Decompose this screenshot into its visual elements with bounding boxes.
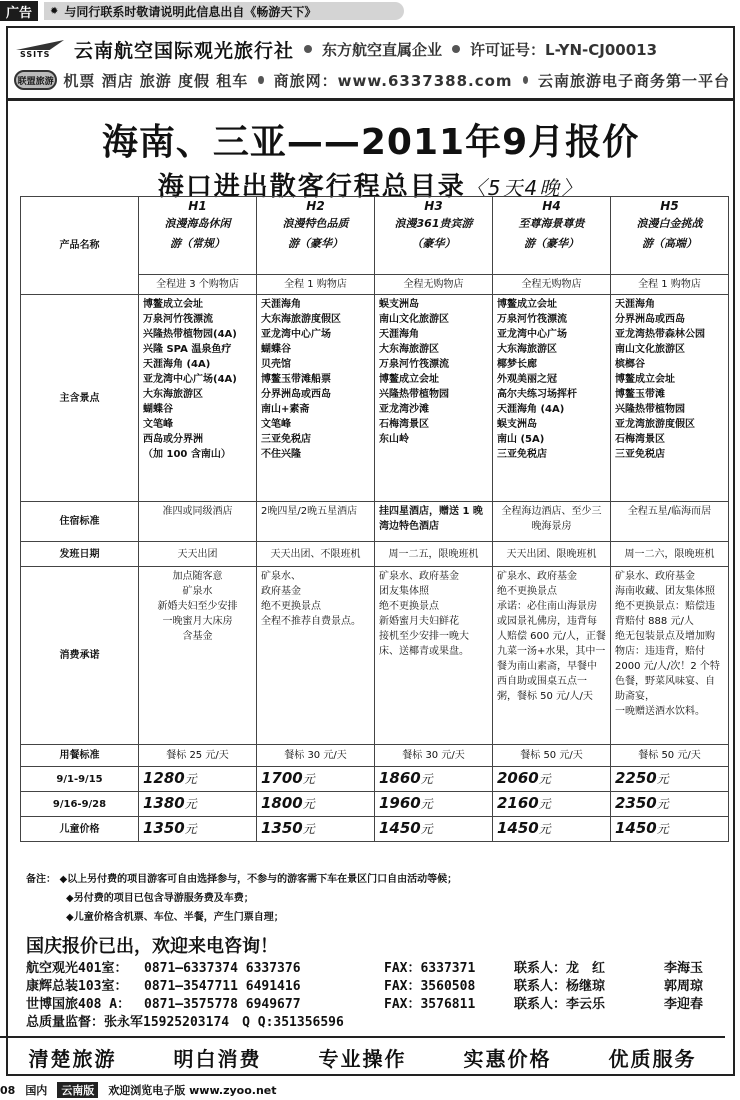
section-name: 国内: [25, 1084, 48, 1097]
product-code: H3: [424, 199, 443, 213]
hotel-cell: 挂四星酒店，赠送 1 晚湾边特色酒店: [375, 502, 493, 542]
price-value: 1450: [379, 818, 421, 837]
list-item: 绝无包装景点及增加购物店：违违背，赔付 2000 元/人/次！2 个特色餐，野菜风味宴、自助斋宴，: [615, 631, 720, 702]
consumption-cell: [257, 567, 375, 745]
hotel-cell: 全程五星/临海而居: [611, 502, 729, 542]
note-line: ◆另付费的项目已包含导游服务费及车费；: [66, 893, 254, 904]
list-item: 绝不更换景点：赔偿违背赔付 888 元/人: [615, 601, 715, 627]
price-cell: [375, 792, 493, 817]
sub-title-text: 海口进出散客行程总目录: [157, 172, 466, 202]
list-item: 亚龙湾中心广场(4A): [143, 374, 237, 385]
departure-cell: 周一二六，限晚班机: [611, 542, 729, 567]
list-item: 天涯海角 (4A): [497, 404, 565, 415]
consumption-list: [261, 569, 370, 629]
price-cell: [375, 767, 493, 792]
meal-cell: 餐标 30 元/天: [375, 745, 493, 767]
list-item: 大东海旅游区: [143, 389, 203, 400]
slogan-item: 实惠价格: [463, 1046, 552, 1071]
list-item: 万泉河竹筏漂流: [143, 314, 213, 325]
price-value: 2250: [615, 768, 657, 787]
departure-cell: 天天出团、不限班机: [257, 542, 375, 567]
contact-row: [26, 960, 726, 978]
list-item: 博鳌成立会址: [143, 299, 203, 310]
list-item: 一晚赠送酒水饮料。: [615, 706, 705, 717]
list-item: 博鳌玉带滩: [615, 389, 665, 400]
list-item: 全程不推荐自费景点。: [261, 616, 361, 627]
consumption-list: [497, 569, 606, 704]
price-unit: 元: [656, 796, 669, 811]
product-name: 浪漫361贵宾游: [394, 217, 473, 230]
list-item: 分界洲岛或西岛: [615, 314, 685, 325]
contact-person-2: 郭周琼: [664, 979, 704, 994]
contact-person: 联系人：龙 红: [514, 961, 606, 976]
price-cell: [611, 817, 729, 842]
sights-cell: [611, 295, 729, 502]
list-item: 加点随客意: [172, 571, 223, 582]
list-item: 政府基金: [261, 586, 301, 597]
list-item: 西岛或分界洲: [143, 434, 203, 445]
meal-cell: 餐标 50 元/天: [493, 745, 611, 767]
price-cell: [139, 792, 257, 817]
list-item: 亚龙湾中心广场: [497, 329, 567, 340]
price-unit: 元: [656, 821, 669, 836]
list-item: 三亚免税店: [615, 449, 665, 460]
contact-row: [26, 996, 726, 1014]
price-unit: 元: [184, 796, 197, 811]
list-item: 南山+素斋: [261, 404, 310, 415]
consumption-cell: [493, 567, 611, 745]
shopping-cell: 全程无购物店: [375, 275, 493, 295]
label-consumption: 消费承诺: [21, 567, 139, 745]
label-sights: 主含景点: [21, 295, 139, 502]
list-item: 大东海旅游区: [379, 344, 439, 355]
list-item: 三亚免税店: [497, 449, 547, 460]
list-item: 一晚蜜月大床房: [162, 616, 233, 627]
product-cell: [611, 197, 729, 275]
list-item: 蜈支洲岛: [379, 299, 419, 310]
label-price1: 9/1-9/15: [21, 767, 139, 792]
bullet-icon: [258, 76, 263, 84]
bullet-icon: [523, 76, 528, 84]
list-item: 含基金: [182, 631, 213, 642]
price-cell: [139, 767, 257, 792]
label-child: 儿童价格: [21, 817, 139, 842]
table-row-meal: [21, 745, 729, 767]
list-item: 槟榔谷: [615, 359, 645, 370]
partner-logo: 联盟旅游: [14, 70, 57, 90]
list-item: 兴隆 SPA 温泉鱼疗: [143, 344, 232, 355]
consumption-list: [143, 569, 252, 644]
product-name: 至尊海景尊贵: [518, 217, 585, 230]
list-item: 矿泉水、政府基金: [379, 571, 459, 582]
itinerary-table: [20, 196, 729, 842]
product-code: H2: [306, 199, 325, 213]
sights-cell: [257, 295, 375, 502]
price-value: 1350: [143, 818, 185, 837]
list-item: （加 100 含南山）: [143, 449, 231, 460]
list-item: 文笔峰: [143, 419, 173, 430]
table-row-price2: [21, 792, 729, 817]
product-name: 浪漫特色品质: [282, 217, 349, 230]
product-grade: 游（高端）: [642, 237, 697, 250]
price-value: 1380: [143, 793, 185, 812]
slogan-item: 明白消费: [173, 1046, 262, 1071]
list-item: 矿泉水、: [261, 571, 301, 582]
list-item: 不住兴隆: [261, 449, 301, 460]
price-unit: 元: [420, 796, 433, 811]
list-item: 新婚蜜月夫妇鲜花: [379, 616, 459, 627]
product-cell: [257, 197, 375, 275]
price-cell: [375, 817, 493, 842]
table-row-product: [21, 197, 729, 275]
sights-cell: [493, 295, 611, 502]
phone-numbers[interactable]: 0871—3547711 6491416: [144, 979, 301, 994]
contact-row: [26, 978, 726, 996]
price-unit: 元: [420, 771, 433, 786]
list-item: 亚龙湾热带森林公园: [615, 329, 705, 340]
note-line: ◆儿童价格含机票、车位、半餐，产生门票自理；: [66, 912, 284, 923]
office-name: 世博国旅408 A：: [26, 997, 131, 1012]
main-title: 海南、三亚——2011年9月报价: [101, 122, 640, 163]
meal-cell: 餐标 25 元/天: [139, 745, 257, 767]
price-value: 1450: [615, 818, 657, 837]
list-item: 椰梦长廊: [497, 359, 537, 370]
phone-numbers[interactable]: 0871—6337374 6337376: [144, 961, 301, 976]
price-value: 1700: [261, 768, 303, 787]
label-departure: 发班日期: [21, 542, 139, 567]
meal-cell: 餐标 50 元/天: [611, 745, 729, 767]
list-item: 南山文化旅游区: [379, 314, 449, 325]
list-item: 石梅湾景区: [615, 434, 665, 445]
phone-numbers[interactable]: 0871—3575778 6949677: [144, 997, 301, 1012]
supervisor-line: 总质量监督：张永军15925203174 Q Q:351356596: [26, 1015, 344, 1030]
label-price2: 9/16-9/28: [21, 792, 139, 817]
shopping-cell: 全程 1 购物店: [611, 275, 729, 295]
list-item: 南山 (5A): [497, 434, 545, 445]
departure-cell: 周一二五，限晚班机: [375, 542, 493, 567]
price-value: 2060: [497, 768, 539, 787]
product-name: 浪漫白金挑战: [636, 217, 703, 230]
list-item: 三亚免税店: [261, 434, 311, 445]
list-item: 接机至少安排一晚大床、送椰青或果盘。: [379, 631, 469, 657]
price-cell: [493, 817, 611, 842]
services-header: [14, 66, 730, 94]
slogan-item: 专业操作: [318, 1046, 407, 1071]
sights-list: [143, 297, 252, 462]
table-row-hotel: [21, 502, 729, 542]
list-item: 分界洲岛或西岛: [261, 389, 331, 400]
price-value: 2350: [615, 793, 657, 812]
product-cell: [375, 197, 493, 275]
table-row-sights: [21, 295, 729, 502]
product-name: 浪漫海岛休闲: [164, 217, 231, 230]
price-unit: 元: [302, 771, 315, 786]
product-code: H1: [188, 199, 207, 213]
price-cell: [257, 792, 375, 817]
list-item: 大东海旅游区: [497, 344, 557, 355]
services-list: 机票 酒店 旅游 度假 租车: [63, 71, 249, 90]
sights-cell: [139, 295, 257, 502]
departure-cell: 天天出团、限晚班机: [493, 542, 611, 567]
fax-number: FAX：3576811: [384, 997, 476, 1012]
list-item: 万泉河竹筏漂流: [379, 359, 449, 370]
star-icon: ✹: [50, 5, 59, 17]
consumption-list: [379, 569, 488, 659]
hotel-cell: 2晚四星/2晚五星酒店: [257, 502, 375, 542]
fax-number: FAX：3560508: [384, 979, 476, 994]
hotel-cell: 准四或同级酒店: [139, 502, 257, 542]
price-unit: 元: [656, 771, 669, 786]
list-item: 团友集体照: [379, 586, 429, 597]
footer-link[interactable]: 欢迎浏览电子版 www.zyoo.net: [108, 1084, 277, 1097]
edition-badge: 云南版: [57, 1082, 98, 1098]
list-item: 亚龙湾旅游度假区: [615, 419, 695, 430]
shopping-cell: 全程 1 购物店: [257, 275, 375, 295]
contact-list: [26, 960, 726, 1032]
product-code: H5: [660, 199, 679, 213]
table-row-departure: [21, 542, 729, 567]
wing-icon: [16, 40, 64, 50]
list-item: 亚龙湾中心广场: [261, 329, 331, 340]
sub-title-note: 〈5天4晚〉: [465, 176, 584, 200]
label-meal: 用餐标准: [21, 745, 139, 767]
company-name: 云南航空国际观光旅行社: [74, 39, 295, 62]
price-cell: [493, 792, 611, 817]
page-footer: [0, 1080, 740, 1100]
source-notice: [44, 2, 404, 20]
logo-text: SSITS: [20, 50, 51, 59]
shopping-cell: 全程进 3 个购物店: [139, 275, 257, 295]
company-header: [14, 36, 730, 62]
list-item: 大东海旅游度假区: [261, 314, 341, 325]
list-item: 蜈支洲岛: [497, 419, 537, 430]
note-item: ◆以上另付费的项目游客可自由选择参与，不参与的游客需下车在景区门口自由活动等候；: [59, 874, 458, 885]
consumption-list: [615, 569, 724, 719]
contact-person-2: 李海玉: [664, 961, 704, 976]
ad-label: 广告: [0, 1, 38, 21]
list-item: 博鳌成立会址: [379, 374, 439, 385]
list-item: 东山岭: [379, 434, 409, 445]
price-value: 1860: [379, 768, 421, 787]
top-bar: [0, 0, 740, 22]
list-item: 博鳌成立会址: [497, 299, 557, 310]
list-item: 亚龙湾沙滩: [379, 404, 429, 415]
meal-cell: 餐标 30 元/天: [257, 745, 375, 767]
price-cell: [139, 817, 257, 842]
list-item: 绝不更换景点: [261, 601, 321, 612]
list-item: 承诺：必住南山海景房或园景礼佛房，违背每人赔偿 600 元/人，正餐九菜一汤+水果，其中一餐为南山素斋，早餐中西自助或围桌五点一粥，餐标 50 元/人/天: [497, 601, 606, 702]
list-item: 文笔峰: [261, 419, 291, 430]
license-number: 许可证号：L-YN-CJ00013: [470, 40, 658, 59]
list-item: 兴隆热带植物园: [615, 404, 685, 415]
price-cell: [493, 767, 611, 792]
price-unit: 元: [538, 771, 551, 786]
price-unit: 元: [184, 821, 197, 836]
list-item: 南山文化旅游区: [615, 344, 685, 355]
fax-number: FAX：6337371: [384, 961, 476, 976]
sights-list: [497, 297, 606, 462]
list-item: 石梅湾景区: [379, 419, 429, 430]
list-item: 绝不更换景点: [379, 601, 439, 612]
product-grade: 游（豪华）: [524, 237, 579, 250]
consumption-cell: [139, 567, 257, 745]
list-item: 蝴蝶谷: [261, 344, 291, 355]
sights-cell: [375, 295, 493, 502]
table-row-consumption: [21, 567, 729, 745]
list-item: 博鳌玉带滩船票: [261, 374, 331, 385]
contact-person: 联系人：李云乐: [514, 997, 606, 1012]
price-unit: 元: [420, 821, 433, 836]
list-item: 海南收藏、团友集体照: [615, 586, 715, 597]
price-value: 1280: [143, 768, 185, 787]
label-product: 产品名称: [21, 197, 139, 295]
page-number: 08: [0, 1083, 16, 1097]
list-item: 高尔夫练习场挥杆: [497, 389, 577, 400]
sights-list: [261, 297, 370, 462]
list-item: 新婚夫妇至少安排: [157, 601, 238, 612]
tagline: 云南旅游电子商务第一平台: [537, 71, 730, 90]
list-item: 兴隆热带植物园(4A): [143, 329, 237, 340]
product-cell: [493, 197, 611, 275]
hotel-cell: 全程海边酒店、至少三晚海景房: [493, 502, 611, 542]
consumption-cell: [611, 567, 729, 745]
product-grade: 游（常规）: [170, 237, 225, 250]
price-cell: [257, 817, 375, 842]
shopping-cell: 全程无购物店: [493, 275, 611, 295]
note-line: [26, 870, 716, 889]
price-cell: [611, 792, 729, 817]
price-value: 1800: [261, 793, 303, 812]
list-item: 万泉河竹筏漂流: [497, 314, 567, 325]
office-name: 航空观光401室：: [26, 961, 128, 976]
table-row-child: [21, 817, 729, 842]
list-item: 矿泉水、政府基金: [497, 571, 577, 582]
office-name: 康辉总装103室：: [26, 979, 128, 994]
list-item: 绝不更换景点: [497, 586, 557, 597]
contact-person: 联系人：杨继琼: [514, 979, 606, 994]
price-value: 2160: [497, 793, 539, 812]
sights-list: [615, 297, 724, 462]
header-divider: [8, 98, 733, 101]
price-unit: 元: [538, 796, 551, 811]
list-item: 天涯海角: [261, 299, 301, 310]
list-item: 天涯海角 (4A): [143, 359, 211, 370]
notes: [26, 870, 716, 927]
national-day-banner: 国庆报价已出，欢迎来电咨询！: [26, 936, 278, 957]
affiliation: 东方航空直属企业: [322, 40, 443, 59]
consumption-cell: [375, 567, 493, 745]
product-grade: 游（豪华）: [288, 237, 343, 250]
list-item: 外观美丽之冠: [497, 374, 557, 385]
contact-person-2: 李迎春: [664, 997, 704, 1012]
slogan-bar: [0, 1036, 725, 1076]
departure-cell: 天天出团: [139, 542, 257, 567]
price-value: 1350: [261, 818, 303, 837]
list-item: 贝壳馆: [261, 359, 291, 370]
slogan-item: 优质服务: [608, 1046, 697, 1071]
list-item: 博鳌成立会址: [615, 374, 675, 385]
table-row-price1: [21, 767, 729, 792]
list-item: 矿泉水、政府基金: [615, 571, 695, 582]
list-item: 天涯海角: [615, 299, 655, 310]
product-code: H4: [542, 199, 561, 213]
price-unit: 元: [538, 821, 551, 836]
notes-label: 备注：: [26, 874, 56, 885]
list-item: 天涯海角: [379, 329, 419, 340]
price-unit: 元: [302, 796, 315, 811]
price-cell: [611, 767, 729, 792]
label-hotel: 住宿标准: [21, 502, 139, 542]
slogan-item: 清楚旅游: [28, 1046, 117, 1071]
list-item: 兴隆热带植物园: [379, 389, 449, 400]
ssits-logo: [14, 38, 68, 60]
list-item: 蝴蝶谷: [143, 404, 173, 415]
list-item: 矿泉水: [182, 586, 213, 597]
price-unit: 元: [184, 771, 197, 786]
bullet-icon: [452, 45, 460, 53]
price-unit: 元: [302, 821, 315, 836]
price-value: 1450: [497, 818, 539, 837]
notice-text: 与同行联系时敬请说明此信息出自《畅游天下》: [64, 4, 317, 19]
sights-list: [379, 297, 488, 447]
product-grade: （豪华）: [411, 237, 456, 250]
bullet-icon: [304, 45, 312, 53]
website-link[interactable]: 商旅网：www.6337388.com: [273, 71, 513, 90]
price-cell: [257, 767, 375, 792]
product-cell: [139, 197, 257, 275]
price-value: 1960: [379, 793, 421, 812]
